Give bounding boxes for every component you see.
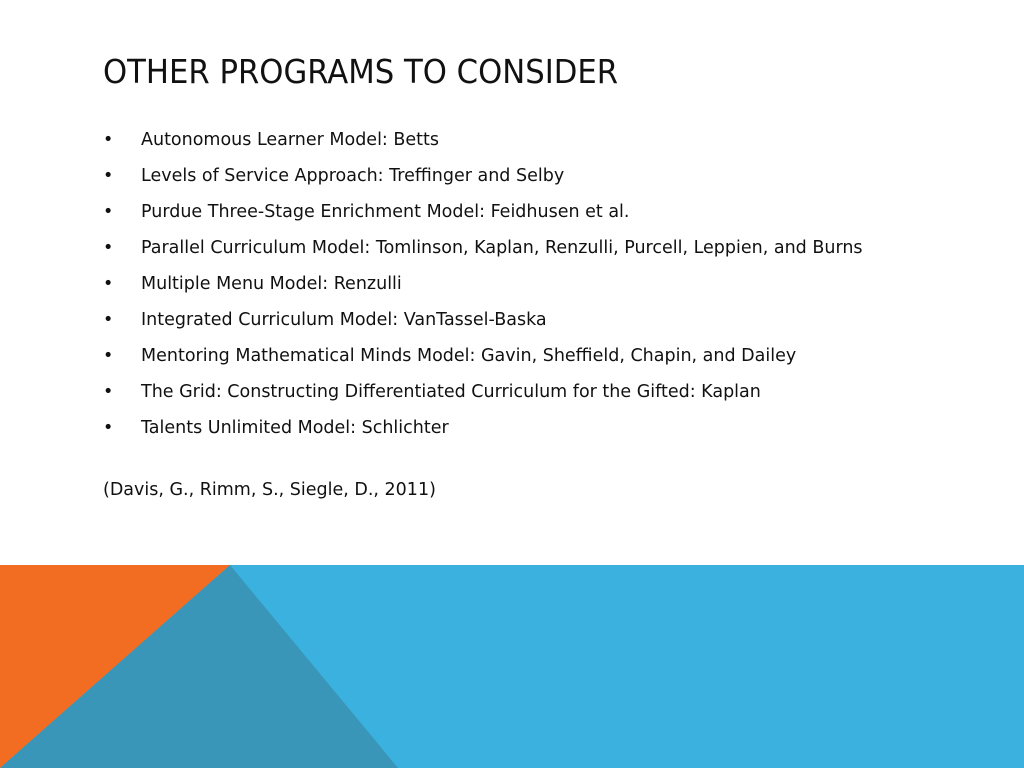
bullet-text: Parallel Curriculum Model: Tomlinson, Kaplan, Renzulli, Purcell, Leppien, and Burns	[141, 238, 863, 258]
bullet-item	[103, 344, 903, 368]
bullet-text: Integrated Curriculum Model: VanTassel-Baska	[141, 310, 547, 330]
bullet-text: Mentoring Mathematical Minds Model: Gavin, Sheffield, Chapin, and Dailey	[141, 346, 797, 366]
bullet-icon: •	[103, 310, 114, 330]
bullet-icon: •	[103, 274, 114, 294]
bullet-icon: •	[103, 202, 114, 222]
bullet-item	[103, 380, 903, 404]
bullet-item	[103, 272, 903, 296]
bullet-list	[103, 128, 903, 452]
bullet-icon: •	[103, 130, 114, 150]
bullet-icon: •	[103, 238, 114, 258]
citation: (Davis, G., Rimm, S., Siegle, D., 2011)	[103, 480, 436, 500]
slide-title: OTHER PROGRAMS TO CONSIDER	[103, 52, 619, 91]
bullet-text: Purdue Three-Stage Enrichment Model: Feidhusen et al.	[141, 202, 630, 222]
bullet-text: The Grid: Constructing Differentiated Curriculum for the Gifted: Kaplan	[141, 382, 761, 402]
bullet-icon: •	[103, 166, 114, 186]
bullet-icon: •	[103, 382, 114, 402]
bullet-item	[103, 416, 903, 440]
bullet-item	[103, 128, 903, 152]
bullet-text: Levels of Service Approach: Treffinger and Selby	[141, 166, 565, 186]
bullet-text: Multiple Menu Model: Renzulli	[141, 274, 402, 294]
decorative-banner	[0, 565, 1024, 768]
bullet-item	[103, 164, 903, 188]
bullet-text: Autonomous Learner Model: Betts	[141, 130, 440, 150]
bullet-icon: •	[103, 346, 114, 366]
bullet-icon: •	[103, 418, 114, 438]
bullet-item	[103, 200, 903, 224]
bullet-item	[103, 236, 903, 260]
bullet-text: Talents Unlimited Model: Schlichter	[141, 418, 449, 438]
bullet-item	[103, 308, 903, 332]
